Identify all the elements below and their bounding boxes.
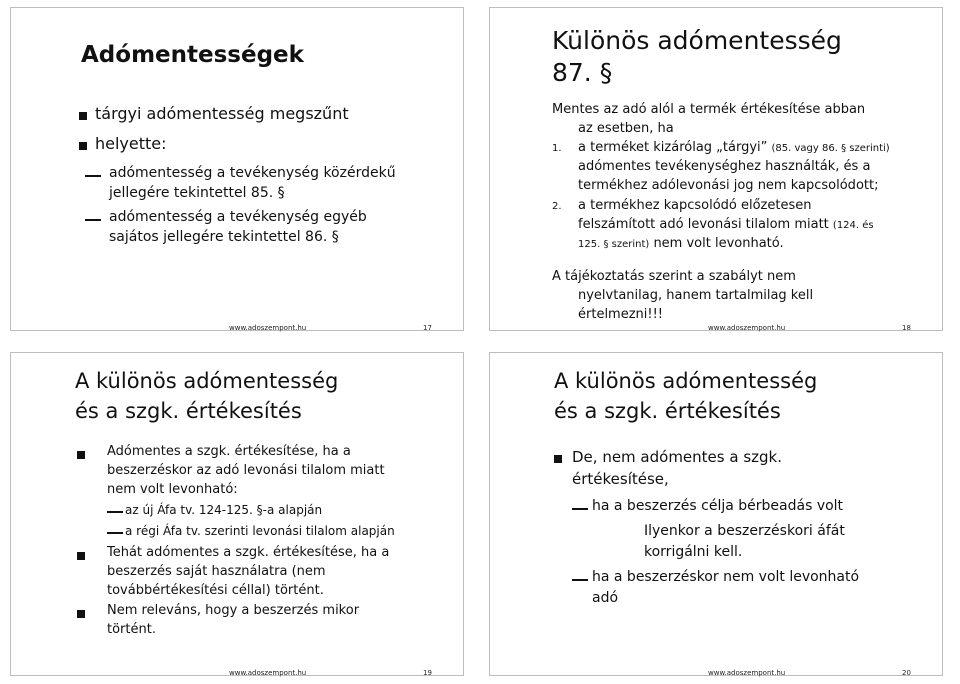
page-number: 19 bbox=[423, 669, 432, 677]
page-number: 17 bbox=[423, 324, 432, 332]
sub-sub-text: korrigálni kell. bbox=[644, 544, 743, 560]
bullet-text: helyette: bbox=[95, 134, 167, 153]
bullet-icon bbox=[77, 610, 85, 618]
slide-title: Adómentességek bbox=[81, 42, 304, 68]
list-text-main: a terméket kizárólag „tárgyi” bbox=[578, 140, 768, 155]
slide-18 bbox=[489, 7, 943, 331]
bullet-text: tárgyi adómentesség megszűnt bbox=[95, 104, 349, 123]
slide-title: Különös adómentesség bbox=[552, 26, 842, 55]
bullet-icon bbox=[77, 451, 85, 459]
slide-17 bbox=[10, 7, 464, 331]
list-text bbox=[578, 217, 874, 232]
list-text: adómentes tevékenységhez használták, és a bbox=[578, 159, 871, 174]
bullet-icon bbox=[77, 552, 85, 560]
sub-text: jellegére tekintettel 85. § bbox=[109, 185, 285, 201]
page-number: 18 bbox=[902, 324, 911, 332]
footer-url: www.adoszempont.hu bbox=[708, 324, 786, 332]
bullet-text: Nem releváns, hogy a beszerzés mikor bbox=[107, 603, 360, 618]
dash-icon bbox=[107, 511, 123, 513]
intro-text: az esetben, ha bbox=[578, 121, 674, 136]
bullet-text: beszerzéskor az adó levonási tilalom miatt bbox=[107, 463, 385, 478]
sub-text: a régi Áfa tv. szerinti levonási tilalom alapján bbox=[125, 524, 395, 538]
dash-icon bbox=[85, 175, 101, 177]
bullet-text: De, nem adómentes a szgk. bbox=[572, 448, 782, 466]
list-number: 2. bbox=[552, 201, 562, 212]
slide-title: és a szgk. értékesítés bbox=[554, 399, 781, 423]
note-text: nyelvtanilag, hanem tartalmilag kell bbox=[578, 288, 814, 303]
list-number: 1. bbox=[552, 143, 562, 154]
note-text: A tájékoztatás szerint a szabályt nem bbox=[552, 269, 796, 284]
list-text bbox=[578, 140, 890, 155]
list-text: termékhez adólevonási jog nem kapcsolódott; bbox=[578, 178, 879, 193]
list-text-main: felszámított adó levonási tilalom miatt bbox=[578, 217, 829, 232]
slide-title: 87. § bbox=[552, 58, 613, 87]
sub-text: adómentesség a tevékenység közérdekű bbox=[109, 165, 396, 181]
sub-text: sajátos jellegére tekintettel 86. § bbox=[109, 229, 339, 245]
slide-title: és a szgk. értékesítés bbox=[75, 399, 302, 423]
bullet-icon bbox=[554, 455, 562, 463]
sub-sub-text: Ilyenkor a beszerzéskori áfát bbox=[644, 523, 845, 539]
bullet-text: továbbértékesítési céllal) történt. bbox=[107, 583, 324, 598]
footer-url: www.adoszempont.hu bbox=[229, 669, 307, 677]
list-text-main: nem volt levonható. bbox=[653, 236, 784, 251]
footer-url: www.adoszempont.hu bbox=[229, 324, 307, 332]
dash-icon bbox=[572, 579, 588, 581]
sub-text: adómentesség a tevékenység egyéb bbox=[109, 209, 367, 225]
bullet-text: beszerzés saját használatra (nem bbox=[107, 564, 326, 579]
dash-icon bbox=[107, 532, 123, 534]
sub-text: az új Áfa tv. 124-125. §-a alapján bbox=[125, 503, 323, 517]
bullet-text: Adómentes a szgk. értékesítése, ha a bbox=[107, 444, 351, 459]
sub-text: ha a beszerzés célja bérbeadás volt bbox=[592, 498, 844, 514]
list-text-ref: (85. vagy 86. § szerinti) bbox=[771, 143, 890, 154]
note-text: értelmezni!!! bbox=[578, 307, 664, 322]
bullet-text: történt. bbox=[107, 622, 156, 637]
list-text-ref: 125. § szerint) bbox=[578, 239, 650, 250]
footer-url: www.adoszempont.hu bbox=[708, 669, 786, 677]
intro-text: Mentes az adó alól a termék értékesítése abban bbox=[552, 102, 866, 117]
bullet-text: értékesítése, bbox=[572, 470, 669, 488]
bullet-text: Tehát adómentes a szgk. értékesítése, ha a bbox=[107, 545, 390, 560]
sub-text: adó bbox=[592, 590, 619, 606]
bullet-text: nem volt levonható: bbox=[107, 482, 238, 497]
slide-20 bbox=[489, 352, 943, 676]
bullet-icon bbox=[79, 112, 87, 120]
bullet-icon bbox=[79, 142, 87, 150]
slide-19 bbox=[10, 352, 464, 676]
slide-title: A különös adómentesség bbox=[75, 369, 339, 393]
dash-icon bbox=[85, 219, 101, 221]
slide-title: A különös adómentesség bbox=[554, 369, 818, 393]
sub-text: ha a beszerzéskor nem volt levonható bbox=[592, 569, 860, 585]
list-text-ref: (124. és bbox=[832, 220, 874, 231]
list-text bbox=[578, 236, 784, 251]
dash-icon bbox=[572, 508, 588, 510]
list-text: a termékhez kapcsolódó előzetesen bbox=[578, 198, 812, 213]
page-number: 20 bbox=[902, 669, 911, 677]
